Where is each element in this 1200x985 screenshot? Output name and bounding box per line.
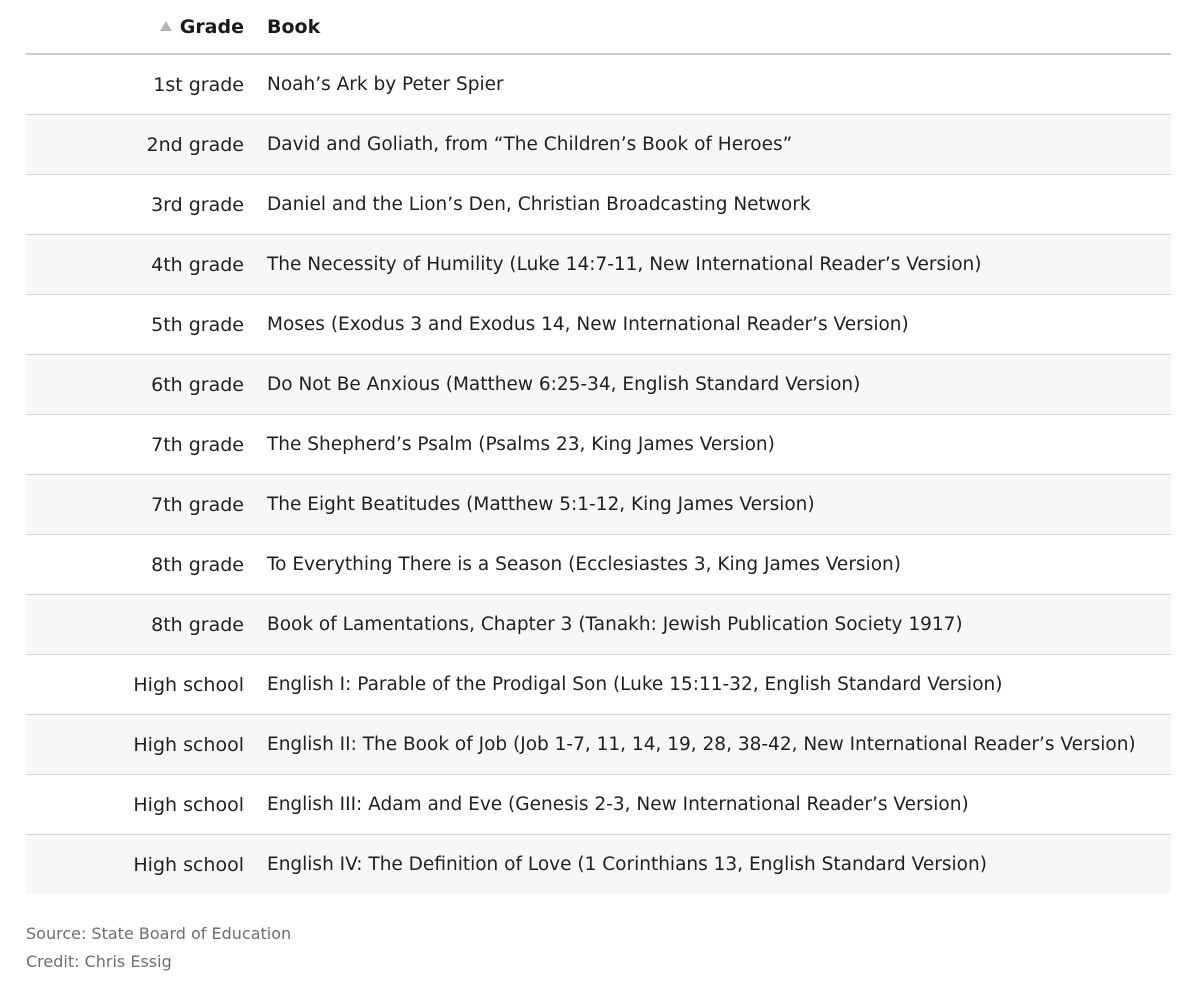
grade-cell: 2nd grade [26,115,244,175]
book-column-header[interactable] [244,0,1171,54]
grade-cell: 8th grade [26,595,244,655]
table-row [26,295,1171,355]
grade-header-label: Grade [179,15,244,38]
table-header-row [26,0,1171,54]
book-cell: Daniel and the Lion’s Den, Christian Broadcasting Network [244,175,1171,235]
table-row [26,715,1171,775]
book-cell: The Necessity of Humility (Luke 14:7-11, New International Reader’s Version) [244,235,1171,295]
grade-cell: High school [26,835,244,895]
book-cell: Moses (Exodus 3 and Exodus 14, New International Reader’s Version) [244,295,1171,355]
table-footer [26,920,291,976]
book-header-label: Book [267,15,321,38]
table-row [26,355,1171,415]
grade-cell: High school [26,655,244,715]
table-row [26,415,1171,475]
source-note: Source: State Board of Education [26,924,292,943]
book-cell: English II: The Book of Job (Job 1-7, 11, 14, 19, 28, 38-42, New International Reader’s Version) [244,715,1171,775]
book-cell: David and Goliath, from “The Children’s Book of Heroes” [244,115,1171,175]
table-row [26,115,1171,175]
book-cell: Book of Lamentations, Chapter 3 (Tanakh: Jewish Publication Society 1917) [244,595,1171,655]
grade-column-header[interactable] [26,0,244,54]
book-cell: The Eight Beatitudes (Matthew 5:1-12, King James Version) [244,475,1171,535]
book-cell: Do Not Be Anxious (Matthew 6:25-34, English Standard Version) [244,355,1171,415]
grade-cell: 3rd grade [26,175,244,235]
book-cell: English I: Parable of the Prodigal Son (Luke 15:11-32, English Standard Version) [244,655,1171,715]
grade-cell: 1st grade [26,54,244,115]
grade-cell: High school [26,775,244,835]
table-body [26,54,1171,894]
table-row [26,175,1171,235]
book-cell: English III: Adam and Eve (Genesis 2-3, New International Reader’s Version) [244,775,1171,835]
triangle-up-icon[interactable] [160,21,172,31]
credit-note: Credit: Chris Essig [26,952,172,971]
book-cell: Noah’s Ark by Peter Spier [244,54,1171,115]
table-row [26,835,1171,895]
table-container [26,0,1171,894]
grade-cell: 7th grade [26,415,244,475]
grade-cell: High school [26,715,244,775]
grade-cell: 4th grade [26,235,244,295]
table-row [26,655,1171,715]
table-row [26,535,1171,595]
table-row [26,235,1171,295]
book-cell: The Shepherd’s Psalm (Psalms 23, King James Version) [244,415,1171,475]
grade-cell: 5th grade [26,295,244,355]
table-row [26,775,1171,835]
grade-cell: 8th grade [26,535,244,595]
books-table [26,0,1171,894]
grade-cell: 7th grade [26,475,244,535]
book-cell: English IV: The Definition of Love (1 Corinthians 13, English Standard Version) [244,835,1171,895]
book-cell: To Everything There is a Season (Ecclesiastes 3, King James Version) [244,535,1171,595]
table-row [26,475,1171,535]
grade-cell: 6th grade [26,355,244,415]
table-row [26,595,1171,655]
table-row [26,54,1171,115]
